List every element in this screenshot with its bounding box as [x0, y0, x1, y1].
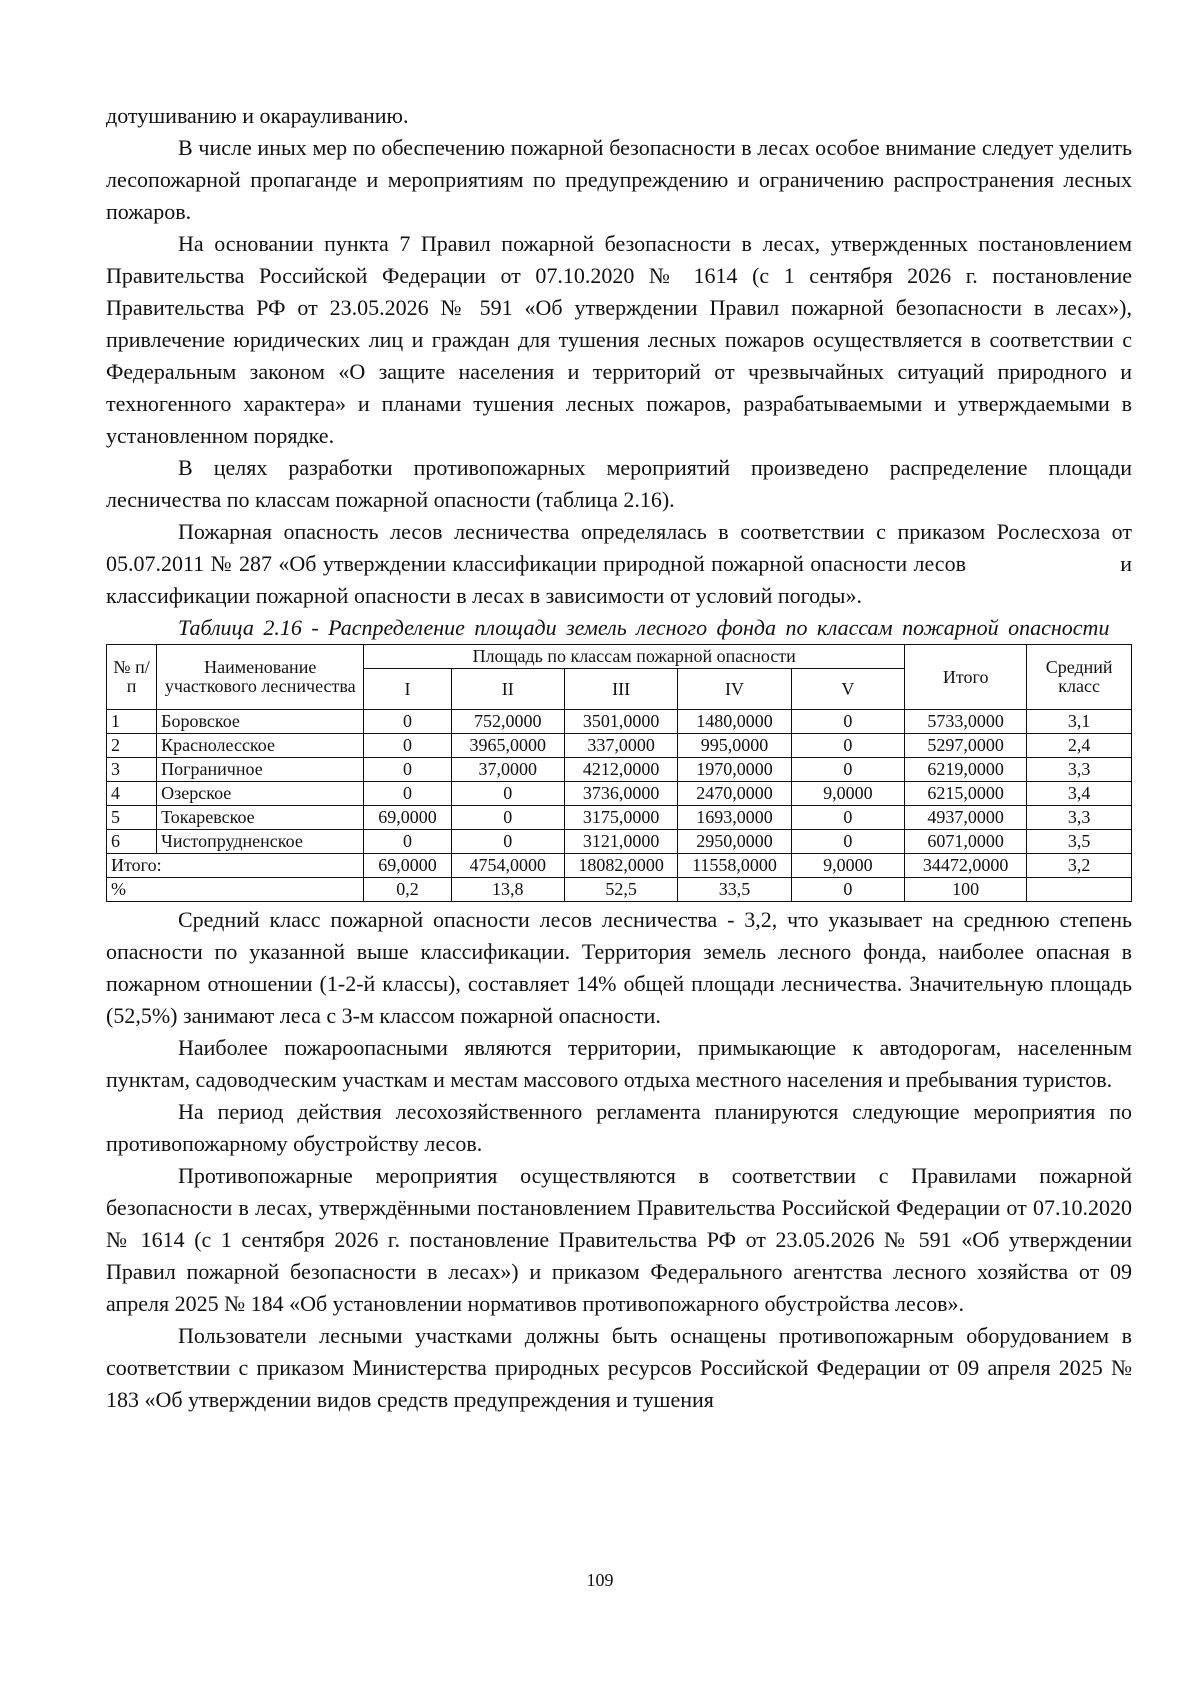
- paragraph-5: Пожарная опасность лесов лесничества определялась в соответствии с приказом Рослесхоза от 05.07.2011 № 287 «Об утверждении классификации природной пожарной опасности лесов и классификации пожарной опасности в лесах в зависимости от условий погоды».: [106, 519, 1138, 608]
- table-row: [107, 734, 1132, 758]
- header-class-2: II: [451, 669, 564, 710]
- cell: Чистопрудненское: [157, 830, 364, 854]
- cell: 11558,0000: [678, 854, 791, 878]
- cell: 3736,0000: [564, 782, 677, 806]
- header-total: Итого: [905, 645, 1027, 710]
- cell: 5: [107, 806, 157, 830]
- table-caption: Таблица 2.16 - Распределение площади земель лесного фонда по классам пожарной опасности: [178, 615, 1110, 640]
- cell: 3,5: [1027, 830, 1132, 854]
- cell: 0: [451, 830, 564, 854]
- cell: 1: [107, 710, 157, 734]
- cell: 0: [364, 710, 451, 734]
- cell: %: [107, 878, 364, 902]
- header-name: Наименование участкового лесничества: [157, 645, 364, 710]
- cell: 3501,0000: [564, 710, 677, 734]
- cell: 0: [364, 758, 451, 782]
- cell: 0: [364, 782, 451, 806]
- cell: 1480,0000: [678, 710, 791, 734]
- cell: 69,0000: [364, 854, 451, 878]
- cell: 0,2: [364, 878, 451, 902]
- cell: [1027, 878, 1132, 902]
- paragraph-7: Наиболее пожароопасными являются территории, примыкающие к автодорогам, населенным пунктам, садоводческим участкам и местам массового отдыха местного населения и пребывания туристов.: [106, 1035, 1132, 1092]
- cell: Пограничное: [157, 758, 364, 782]
- cell: 3,1: [1027, 710, 1132, 734]
- cell: 4: [107, 782, 157, 806]
- cell: 5733,0000: [905, 710, 1027, 734]
- document-page: [106, 100, 1138, 1416]
- table-percent-row: [107, 878, 1132, 902]
- cell: 0: [791, 878, 904, 902]
- cell: 18082,0000: [564, 854, 677, 878]
- cell: 3,3: [1027, 758, 1132, 782]
- cell: 3121,0000: [564, 830, 677, 854]
- cell: Боровское: [157, 710, 364, 734]
- cell: 3175,0000: [564, 806, 677, 830]
- paragraph-9: Противопожарные мероприятия осуществляются в соответствии с Правилами пожарной безопасности в лесах, утверждёнными постановлением Правительства Российской Федерации от 07.10.2020 № 1614 (с 1 сентября 2026 г. постановление Правительства РФ от 23.05.2026 № 591 «Об утверждении Правил пожарной безопасности в лесах») и приказом Федерального агентства лесного хозяйства от 09 апреля 2025 № 184 «Об установлении нормативов противопожарного обустройства лесов».: [106, 1163, 1132, 1316]
- cell: 0: [791, 806, 904, 830]
- cell: 2950,0000: [678, 830, 791, 854]
- header-class-3: III: [564, 669, 677, 710]
- cell: 752,0000: [451, 710, 564, 734]
- cell: 100: [905, 878, 1027, 902]
- cell: 1970,0000: [678, 758, 791, 782]
- cell: 0: [364, 830, 451, 854]
- cell: 6071,0000: [905, 830, 1027, 854]
- paragraph-6: Средний класс пожарной опасности лесов лесничества - 3,2, что указывает на среднюю степень опасности по указанной выше классификации. Территория земель лесного фонда, наиболее опасная в пожарном отношении (1-2-й классы), составляет 14% общей площади лесничества. Значительную площадь (52,5%) занимают леса с 3-м классом пожарной опасности.: [106, 907, 1132, 1028]
- cell: 0: [364, 734, 451, 758]
- header-class-1: I: [364, 669, 451, 710]
- header-class-4: IV: [678, 669, 791, 710]
- table-row: [107, 758, 1132, 782]
- cell: 2: [107, 734, 157, 758]
- cell: 1693,0000: [678, 806, 791, 830]
- cell: 34472,0000: [905, 854, 1027, 878]
- cell: 2470,0000: [678, 782, 791, 806]
- cell: 9,0000: [791, 854, 904, 878]
- paragraph-1: дотушиванию и окарауливанию.: [106, 103, 409, 128]
- cell: 33,5: [678, 878, 791, 902]
- table-row: [107, 830, 1132, 854]
- cell: 0: [451, 806, 564, 830]
- cell: 0: [451, 782, 564, 806]
- paragraph-2: В числе иных мер по обеспечению пожарной безопасности в лесах особое внимание следует уделить лесопожарной пропаганде и мероприятиям по предупреждению и ограничению распространения лесных пожаров.: [106, 135, 1132, 224]
- cell: 337,0000: [564, 734, 677, 758]
- cell: 69,0000: [364, 806, 451, 830]
- cell: 52,5: [564, 878, 677, 902]
- table-row: [107, 710, 1132, 734]
- cell: Токаревское: [157, 806, 364, 830]
- cell: 3,4: [1027, 782, 1132, 806]
- fire-class-table: [106, 644, 1132, 902]
- cell: 3965,0000: [451, 734, 564, 758]
- cell: 6215,0000: [905, 782, 1027, 806]
- cell: 3,3: [1027, 806, 1132, 830]
- header-num: № п/п: [107, 645, 157, 710]
- cell: Итого:: [107, 854, 364, 878]
- cell: 0: [791, 710, 904, 734]
- cell: 9,0000: [791, 782, 904, 806]
- cell: Краснолесское: [157, 734, 364, 758]
- header-avg: Средний класс: [1027, 645, 1132, 710]
- cell: 0: [791, 830, 904, 854]
- paragraph-8: На период действия лесохозяйственного регламента планируются следующие мероприятия по противопожарному обустройству лесов.: [106, 1099, 1132, 1156]
- page-number: 109: [586, 1570, 614, 1590]
- cell: 6219,0000: [905, 758, 1027, 782]
- paragraph-3: На основании пункта 7 Правил пожарной безопасности в лесах, утвержденных постановлением Правительства Российской Федерации от 07.10.2020 № 1614 (с 1 сентября 2026 г. постановление Правительства РФ от 23.05.2026 № 591 «Об утверждении Правил пожарной безопасности в лесах»), привлечение юридических лиц и граждан для тушения лесных пожаров осуществляется в соответствии с Федеральным законом «О защите населения и территорий от чрезвычайных ситуаций природного и техногенного характера» и планами тушения лесных пожаров, разрабатываемыми и утверждаемыми в установленном порядке.: [106, 231, 1132, 448]
- cell: 995,0000: [678, 734, 791, 758]
- cell: 13,8: [451, 878, 564, 902]
- header-class-5: V: [791, 669, 904, 710]
- cell: 0: [791, 734, 904, 758]
- cell: 4212,0000: [564, 758, 677, 782]
- paragraph-4: В целях разработки противопожарных мероприятий произведено распределение площади лесничества по классам пожарной опасности (таблица 2.16).: [106, 455, 1132, 512]
- cell: 0: [791, 758, 904, 782]
- cell: 4937,0000: [905, 806, 1027, 830]
- paragraph-10: Пользователи лесными участками должны быть оснащены противопожарным оборудованием в соответствии с приказом Министерства природных ресурсов Российской Федерации от 09 апреля 2025 № 183 «Об утверждении видов средств предупреждения и тушения: [106, 1323, 1132, 1412]
- table-row: [107, 806, 1132, 830]
- cell: 2,4: [1027, 734, 1132, 758]
- cell: Озерское: [157, 782, 364, 806]
- table-row: [107, 782, 1132, 806]
- table-total-row: [107, 854, 1132, 878]
- cell: 6: [107, 830, 157, 854]
- cell: 5297,0000: [905, 734, 1027, 758]
- cell: 3: [107, 758, 157, 782]
- cell: 3,2: [1027, 854, 1132, 878]
- header-area-group: Площадь по классам пожарной опасности: [364, 645, 905, 669]
- cell: 37,0000: [451, 758, 564, 782]
- cell: 4754,0000: [451, 854, 564, 878]
